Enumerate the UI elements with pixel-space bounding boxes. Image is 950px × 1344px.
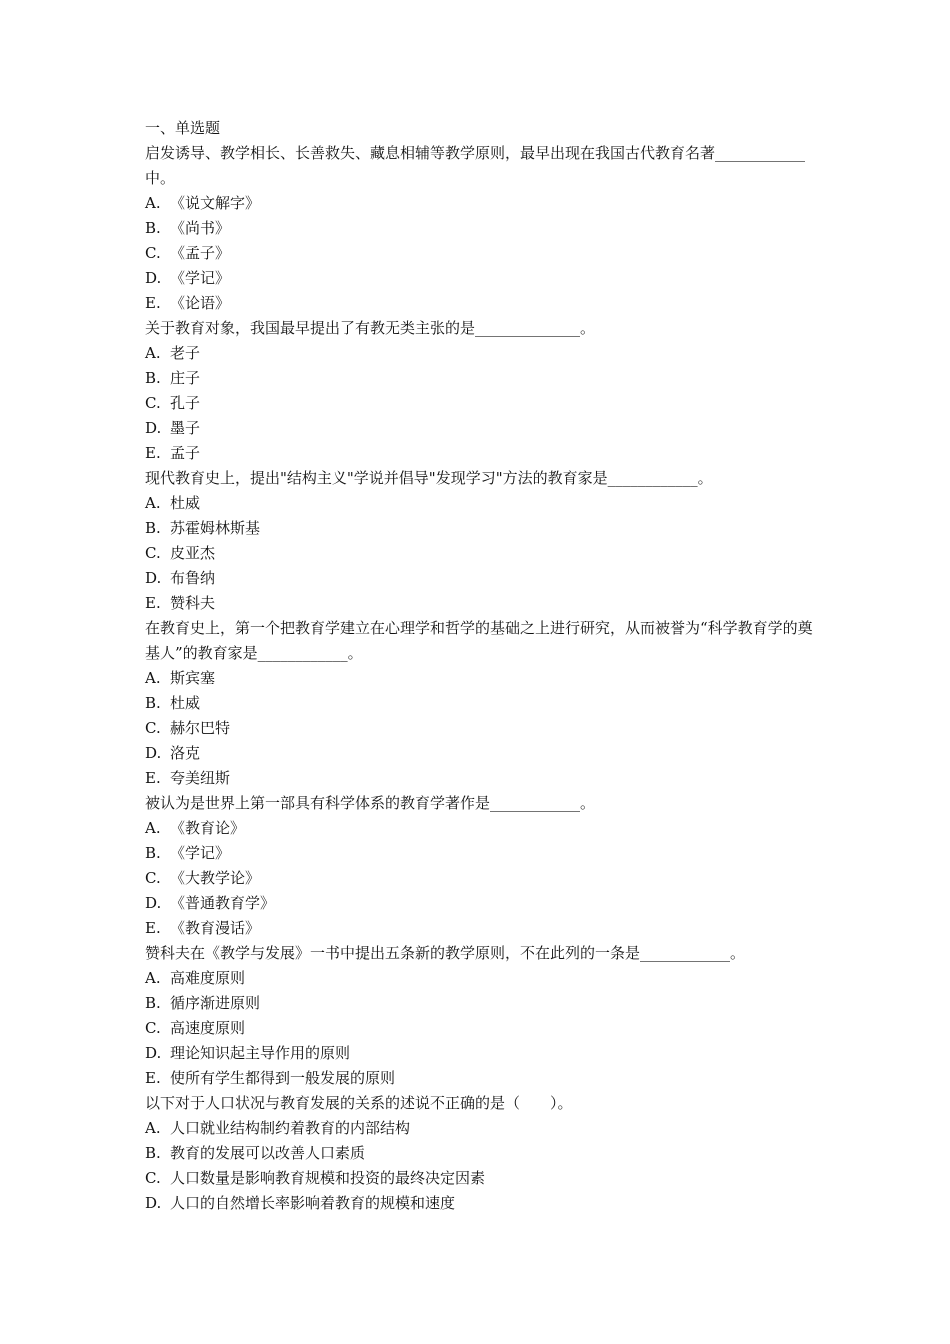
answer-option [145,866,815,891]
option-letter: C. [145,719,161,737]
question-stem: 启发诱导、教学相长、长善救失、藏息相辅等教学原则，最早出现在我国古代教育名著____________中。 [145,144,806,187]
option-letter: D. [145,1044,162,1062]
answer-option [145,741,815,766]
section-title: 一、单选题 [145,119,221,137]
option-letter: C. [145,544,161,562]
option-text: 理论知识起主导作用的原则 [170,1044,351,1062]
option-letter: E. [145,444,161,462]
question-stem: 在教育史上，第一个把教育学建立在心理学和哲学的基础之上进行研究，从而被誉为“科学教育学的奠基人”的教育家是____________。 [145,619,813,662]
option-text: 《论语》 [170,294,231,312]
option-letter: C. [145,1169,161,1187]
option-text: 人口的自然增长率影响着教育的规模和速度 [170,1194,456,1212]
option-letter: B. [145,369,161,387]
option-letter: B. [145,519,161,537]
option-letter: C. [145,869,161,887]
option-text: 洛克 [170,744,201,762]
answer-option [145,691,815,716]
answer-option [145,541,815,566]
answer-option [145,1191,815,1216]
option-text: 夸美纽斯 [170,769,231,787]
option-text: 孟子 [170,444,201,462]
option-text: 《教育论》 [170,819,246,837]
option-text: 人口数量是影响教育规模和投资的最终决定因素 [170,1169,486,1187]
option-text: 《普通教育学》 [170,894,276,912]
option-letter: B. [145,1144,161,1162]
option-text: 赞科夫 [170,594,216,612]
option-text: 赫尔巴特 [170,719,231,737]
option-text: 《大教学论》 [170,869,261,887]
option-letter: D. [145,1194,162,1212]
answer-option [145,991,815,1016]
answer-option [145,1166,815,1191]
question-stem: 被认为是世界上第一部具有科学体系的教育学著作是____________。 [145,794,596,812]
answer-option [145,1016,815,1041]
answer-option [145,241,815,266]
question-stem: 现代教育史上，提出"结构主义"学说并倡导"发现学习"方法的教育家是____________。 [145,469,713,487]
answer-option [145,816,815,841]
option-text: 孔子 [170,394,201,412]
answer-option [145,216,815,241]
option-letter: E. [145,919,161,937]
option-text: 《教育漫话》 [170,919,261,937]
option-text: 《说文解字》 [170,194,261,212]
option-letter: B. [145,994,161,1012]
answer-option [145,716,815,741]
option-text: 人口就业结构制约着教育的内部结构 [170,1119,411,1137]
option-text: 布鲁纳 [170,569,216,587]
answer-option [145,491,815,516]
answer-option [145,1041,815,1066]
option-letter: B. [145,694,161,712]
option-letter: D. [145,419,162,437]
answer-option [145,441,815,466]
option-letter: D. [145,744,162,762]
option-letter: B. [145,219,161,237]
question-3 [145,466,815,616]
answer-option [145,291,815,316]
answer-option [145,1116,815,1141]
option-text: 老子 [170,344,201,362]
answer-option [145,1066,815,1091]
answer-option [145,841,815,866]
option-letter: C. [145,1019,161,1037]
answer-option [145,341,815,366]
option-text: 《学记》 [170,844,231,862]
option-letter: E. [145,594,161,612]
option-text: 《孟子》 [170,244,231,262]
option-text: 庄子 [170,369,201,387]
option-letter: D. [145,269,162,287]
question-6 [145,941,815,1091]
option-letter: E. [145,769,161,787]
option-text: 《尚书》 [170,219,231,237]
answer-option [145,366,815,391]
option-letter: A. [145,819,161,837]
option-text: 使所有学生都得到一般发展的原则 [170,1069,396,1087]
option-letter: D. [145,894,162,912]
option-text: 《学记》 [170,269,231,287]
option-letter: C. [145,244,161,262]
option-letter: C. [145,394,161,412]
option-letter: E. [145,1069,161,1087]
option-letter: D. [145,569,162,587]
option-text: 循序渐进原则 [170,994,261,1012]
answer-option [145,191,815,216]
question-list [145,141,815,1216]
option-text: 苏霍姆林斯基 [170,519,261,537]
answer-option [145,416,815,441]
option-text: 杜威 [170,494,201,512]
option-text: 斯宾塞 [170,669,216,687]
option-letter: A. [145,194,161,212]
option-letter: A. [145,669,161,687]
option-letter: A. [145,344,161,362]
question-1 [145,141,815,316]
answer-option [145,966,815,991]
answer-option [145,1141,815,1166]
option-text: 皮亚杰 [170,544,216,562]
question-2 [145,316,815,466]
option-text: 教育的发展可以改善人口素质 [170,1144,366,1162]
answer-option [145,391,815,416]
question-stem: 关于教育对象，我国最早提出了有教无类主张的是______________。 [145,319,596,337]
answer-option [145,916,815,941]
answer-option [145,766,815,791]
option-letter: E. [145,294,161,312]
answer-option [145,891,815,916]
option-text: 高难度原则 [170,969,246,987]
question-stem: 以下对于人口状况与教育发展的关系的述说不正确的是（ ）。 [145,1094,573,1112]
answer-option [145,666,815,691]
answer-option [145,566,815,591]
document-content [145,116,815,1216]
question-stem: 赞科夫在《教学与发展》一书中提出五条新的教学原则，不在此列的一条是____________。 [145,944,746,962]
option-letter: B. [145,844,161,862]
option-text: 高速度原则 [170,1019,246,1037]
option-text: 杜威 [170,694,201,712]
option-letter: A. [145,969,161,987]
answer-option [145,591,815,616]
option-letter: A. [145,1119,161,1137]
question-4 [145,616,815,791]
question-5 [145,791,815,941]
option-letter: A. [145,494,161,512]
question-7 [145,1091,815,1216]
answer-option [145,266,815,291]
answer-option [145,516,815,541]
option-text: 墨子 [170,419,201,437]
